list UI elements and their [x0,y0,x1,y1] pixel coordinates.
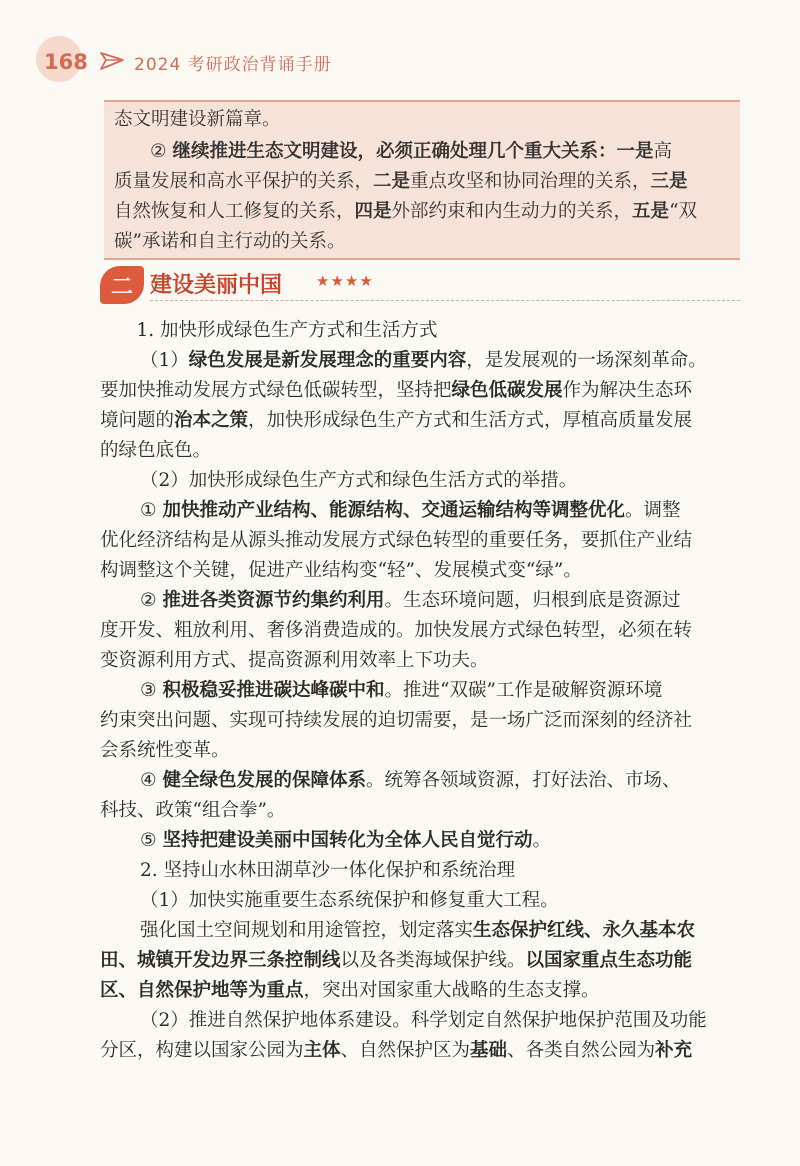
text-run: “双 [669,201,698,222]
text-run: ，加快形成绿色生产方式和生活方式，厚植高质量发展 [248,410,693,431]
text-run: 约束突出问题、实现可持续发展的迫切需要，是一场广泛而深刻的经济社 [100,710,693,731]
bold-text-run: 区、自然保护地等为重点 [100,980,304,1001]
text-run: 分区，构建以国家公园为 [100,1040,304,1061]
bold-text-run: 主体 [303,1040,341,1061]
paragraph-line [140,468,577,494]
paragraph-line [140,888,559,914]
section-number-badge: 二 [100,266,144,304]
text-run: （2）推进自然保护地体系建设。科学划定自然保护地保护范围及功能 [140,1010,707,1031]
text-run: 。统筹各领域资源，打好法治、市场、 [365,770,681,791]
paper-plane-icon [100,50,124,72]
text-run: 。 [532,830,551,851]
box-line [114,200,697,224]
bold-text-run: 基础 [470,1040,508,1061]
bold-text-run: 三是 [650,171,688,192]
paragraph-line [140,678,662,704]
paragraph-line [100,438,211,464]
bold-text-run: 积极稳妥推进碳达峰碳中和 [162,680,385,701]
text-run: 的绿色底色。 [100,440,212,461]
section-divider [150,300,740,301]
text-run: （1）加快实施重要生态系统保护和修复重大工程。 [140,890,559,911]
text-run: ⑤ [140,830,163,851]
text-run: ，是发展观的一场深刻革命。 [466,350,707,371]
section-title: 建设美丽中国 [150,272,283,298]
text-run: 态文明建设新篇章。 [114,109,281,130]
paragraph-line [100,378,692,404]
box-line [150,140,672,164]
box-line [114,108,281,132]
bold-text-run: 补充 [655,1040,693,1061]
box-line [114,230,345,254]
text-run: 强化国土空间规划和用途管控，划定落实 [140,920,474,941]
paragraph-line [140,588,681,614]
text-run: 、自然保护区为 [340,1040,471,1061]
bold-text-run: 绿色低碳发展 [451,380,563,401]
summary-box [104,100,740,260]
text-run: ① [140,500,163,521]
text-run: 。生态环境问题，归根到底是资源过 [384,590,681,611]
paragraph-line [100,738,230,764]
subheading [140,858,515,884]
paragraph-line [100,798,285,824]
bold-text-run: 加快推动产业结构、能源结构、交通运输结构等调整优化 [162,500,625,521]
text-run: 优化经济结构是从源头推动发展方式绿色转型的重要任务，要抓住产业结 [100,530,693,551]
bold-text-run: 二是 [373,171,411,192]
text-run: 会系统性变革。 [100,740,230,761]
text-run: 要加快推动发展方式绿色低碳转型，坚持把 [100,380,452,401]
bold-text-run: 治本之策 [174,410,249,431]
subheading [118,318,438,344]
paragraph-line [140,768,681,794]
text-run: ③ [140,680,163,701]
paragraph-line [140,348,707,374]
text-run: 以及各类海域保护线。 [340,950,526,971]
text-run: 。推进“双碳”工作是破解资源环境 [384,680,663,701]
text-run: 变资源利用方式、提高资源利用效率上下功夫。 [100,650,489,671]
text-run: 重点攻坚和协同治理的关系， [410,171,651,192]
bold-text-run: 五是 [632,201,670,222]
text-run: 、各类自然公园为 [507,1040,656,1061]
paragraph-line [100,528,692,554]
text-run: 质量发展和高水平保护的关系， [114,171,374,192]
text-run: 科技、政策“组合拳”。 [100,800,286,821]
bold-text-run: 健全绿色发展的保障体系 [162,770,366,791]
paragraph-line [100,618,692,644]
book-title: 2024 考研政治背诵手册 [134,55,332,75]
bold-text-run: 四是 [354,201,392,222]
paragraph-line [100,1038,692,1064]
bold-text-run: 继续推进生态文明建设，必须正确处理几个重大关系：一是 [172,141,654,162]
text-run: 。调整 [624,500,681,521]
box-line [114,170,688,194]
text-run: 构调整这个关键，促进产业结构变“轻”、发展模式变“绿”。 [100,560,582,581]
paragraph-line [100,558,582,584]
text-run: ② [150,141,173,162]
page-header [0,30,800,90]
bold-text-run: 田、城镇开发边界三条控制线 [100,950,341,971]
importance-stars: ★★★★ [316,272,374,290]
paragraph-line [140,918,695,944]
bold-text-run: 以国家重点生态功能 [525,950,693,971]
paragraph-line [140,498,681,524]
text-run: 度开发、粗放利用、奢侈消费造成的。加快发展方式绿色转型，必须在转 [100,620,693,641]
bold-text-run: 绿色发展是新发展理念的重要内容 [188,350,467,371]
text-run: （1） [140,350,189,371]
text-run: 2. 坚持山水林田湖草沙一体化保护和系统治理 [140,860,516,881]
paragraph-line [100,648,489,674]
text-run: ② [140,590,163,611]
text-run: 碳”承诺和自主行动的关系。 [114,231,346,252]
text-run: 外部约束和内生动力的关系， [391,201,633,222]
page-number: 168 [44,50,88,74]
text-run: ，突出对国家重大战略的生态支撑。 [303,980,600,1001]
paragraph-line [140,1008,707,1034]
bold-text-run: 坚持把建设美丽中国转化为全体人民自觉行动 [162,830,533,851]
text-run: ④ [140,770,163,791]
text-run: 作为解决生态环 [562,380,693,401]
paragraph-line [100,708,692,734]
text-run: （2）加快形成绿色生产方式和绿色生活方式的举措。 [140,470,578,491]
paragraph-line [140,828,551,854]
text-run: 1. 加快形成绿色生产方式和生活方式 [118,320,438,341]
paragraph-line [100,978,600,1004]
bold-text-run: 生态保护红线、永久基本农 [473,920,696,941]
text-run: 境问题的 [100,410,175,431]
paragraph-line [100,408,692,434]
text-run: 自然恢复和人工修复的关系， [114,201,355,222]
bold-text-run: 推进各类资源节约集约利用 [162,590,385,611]
paragraph-line [100,948,692,974]
text-run: 高 [653,141,672,162]
